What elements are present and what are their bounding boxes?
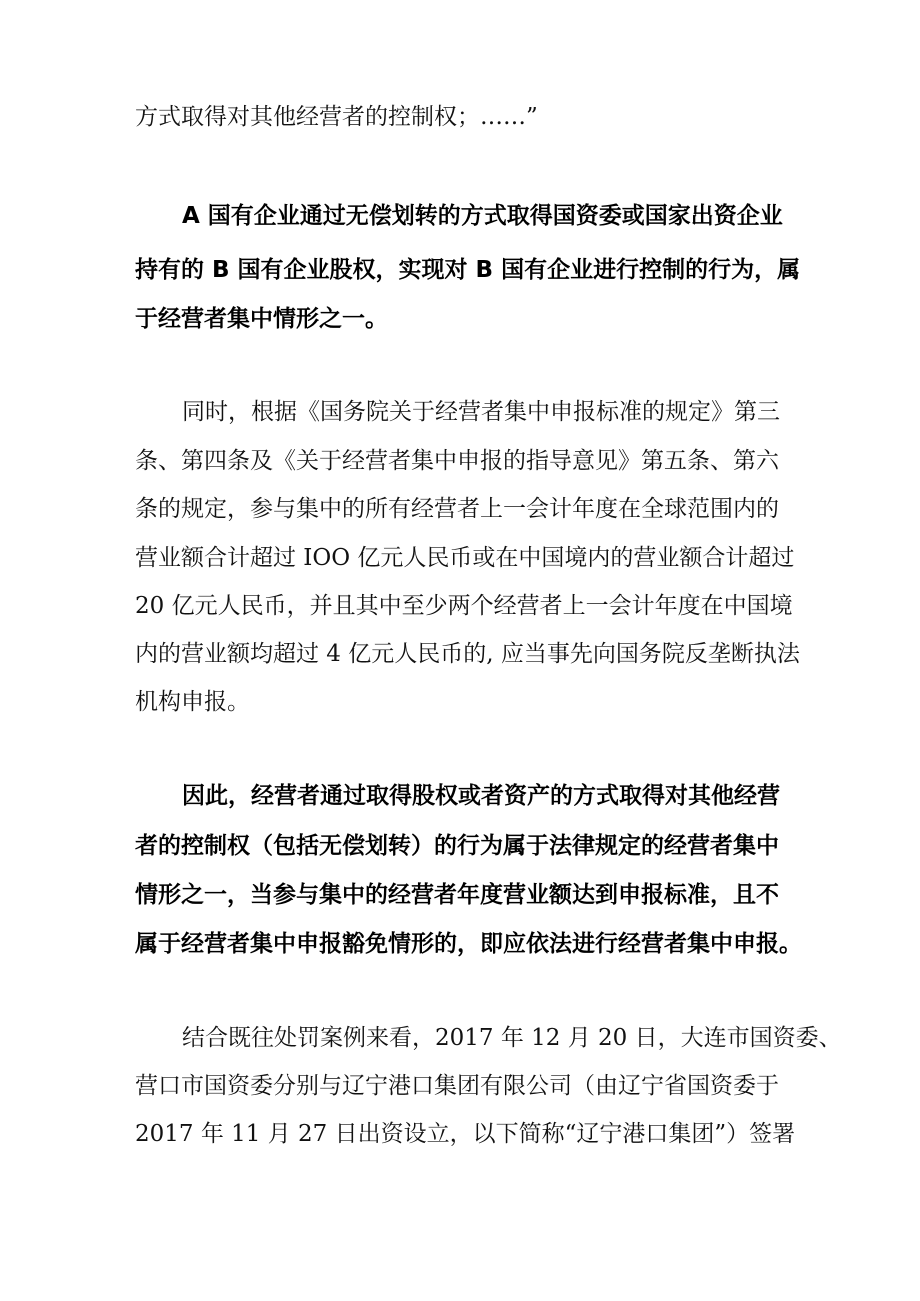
paragraph-2-line-5: 20 亿元人民币，并且其中至少两个经营者上一会计年度在中国境 <box>135 593 793 619</box>
paragraph-2-line-3: 条的规定，参与集中的所有经营者上一会计年度在全球范围内的 <box>135 496 779 522</box>
paragraph-2-line-2: 条、第四条及《关于经营者集中申报的指导意见》第五条、第六 <box>135 448 779 474</box>
paragraph-2-line-6: 内的营业额均超过 4 亿元人民币的, 应当事先向国务院反垄断执法 <box>135 641 800 667</box>
paragraph-4-line-2: 营口市国资委分别与辽宁港口集团有限公司（由辽宁省国资委于 <box>135 1073 779 1099</box>
bold-paragraph-3-line-1: 因此，经营者通过取得股权或者资产的方式取得对其他经营 <box>182 783 780 809</box>
bold-paragraph-3-line-4: 属于经营者集中申报豁免情形的，即应依法进行经营者集中申报。 <box>135 931 802 957</box>
bold-paragraph-1-line-3: 于经营者集中情形之一。 <box>135 306 388 332</box>
paragraph-4-line-3: 2017 年 11 月 27 日出资设立，以下简称“辽宁港口集团”）签署 <box>135 1121 796 1147</box>
quote-continuation-line: 方式取得对其他经营者的控制权；……” <box>135 104 538 130</box>
bold-paragraph-1-line-2: 持有的 B 国有企业股权，实现对 B 国有企业进行控制的行为，属 <box>135 257 801 283</box>
bold-paragraph-3-line-3: 情形之一，当参与集中的经营者年度营业额达到申报标准，且不 <box>135 882 779 908</box>
paragraph-4-line-1: 结合既往处罚案例来看，2017 年 12 月 20 日，大连市国资委、 <box>182 1025 842 1051</box>
paragraph-2-line-7: 机构申报。 <box>135 689 250 715</box>
paragraph-2-line-1: 同时，根据《国务院关于经营者集中申报标准的规定》第三 <box>182 399 780 425</box>
bold-paragraph-1-line-1: A 国有企业通过无偿划转的方式取得国资委或国家出资企业 <box>182 203 783 229</box>
bold-paragraph-3-line-2: 者的控制权（包括无偿划转）的行为属于法律规定的经营者集中 <box>135 833 779 859</box>
paragraph-2-line-4: 营业额合计超过 IOO 亿元人民币或在中国境内的营业额合计超过 <box>135 545 795 571</box>
